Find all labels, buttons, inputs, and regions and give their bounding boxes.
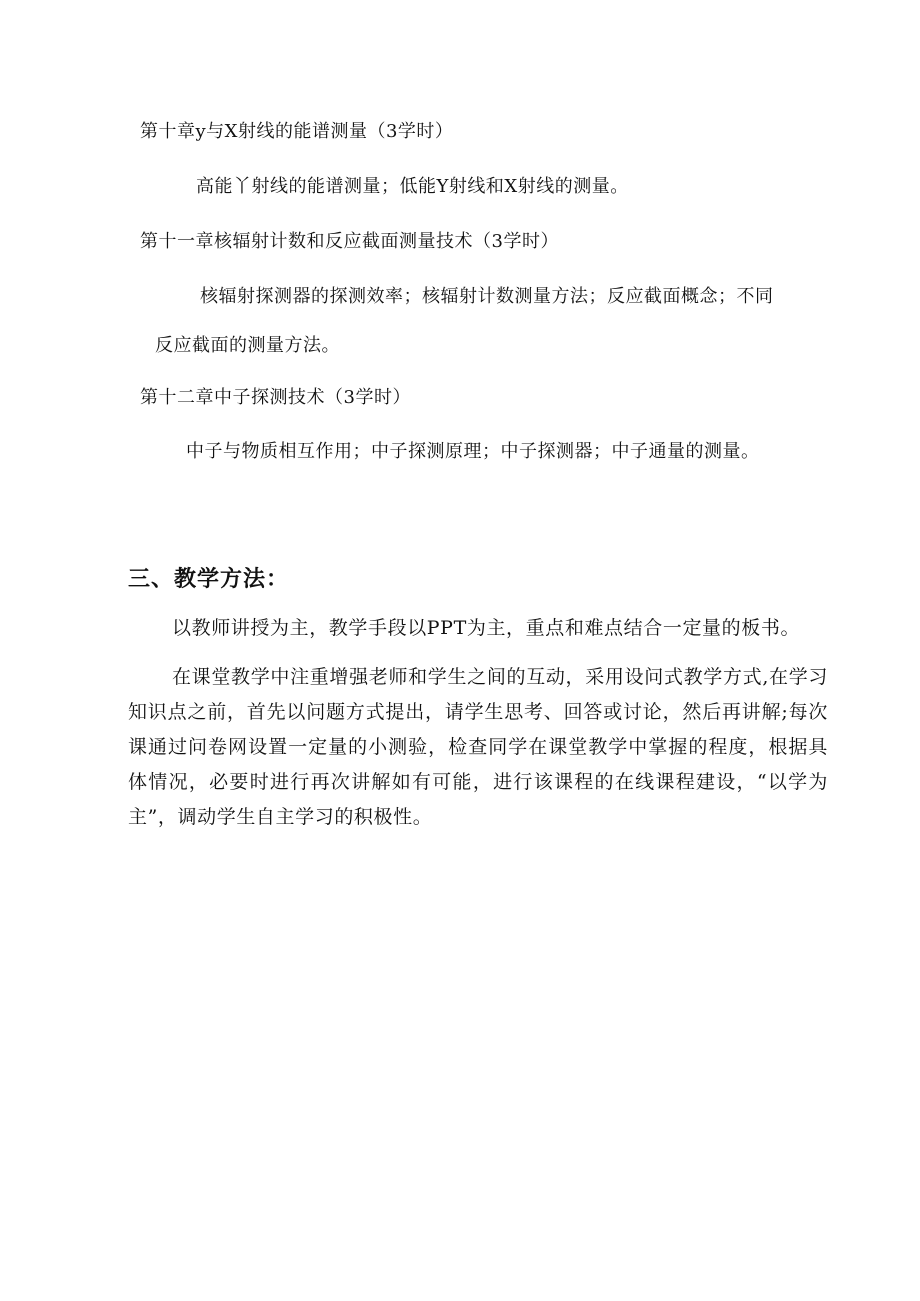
chapter-12-title: 第十二章中子探测技术（3学时）: [140, 387, 411, 408]
chapter-11-title: 第十一章核辐射计数和反应截面测量技术（3学时）: [140, 231, 559, 252]
section-3-paragraph-1: 以教师讲授为主，教学手段以PPT为主，重点和难点结合一定量的板书。: [172, 617, 801, 639]
chapter-10-title: 第十章y与X射线的能谱测量（3学时）: [140, 121, 454, 142]
chapter-11-content-line1: 核辐射探测器的探测效率；核辐射计数测量方法；反应截面概念；不同: [200, 286, 774, 307]
chapter-11-content-line2: 反应截面的测量方法。: [155, 335, 340, 356]
chapter-12-content: 中子与物质相互作用；中子探测原理；中子探测器；中子通量的测量。: [186, 441, 760, 462]
section-3-paragraph-2: 在课堂教学中注重增强老师和学生之间的互动，采用设问式教学方式,在学习知识点之前，首先以问题方式提出，请学生思考、回答或讨论，然后再讲解;每次课通过问卷网设置一定量的小测验，检查同学在课堂教学中掌握的程度，根据具体情况，必要时进行再次讲解如有可能，进行该课程的在线课程建设，“以学为主”，调动学生自主学习的积极性。: [128, 666, 828, 828]
chapter-10-content: 高能丫射线的能谱测量；低能Y射线和X射线的测量。: [196, 176, 629, 197]
section-3-heading: 三、教学方法：: [128, 567, 290, 592]
